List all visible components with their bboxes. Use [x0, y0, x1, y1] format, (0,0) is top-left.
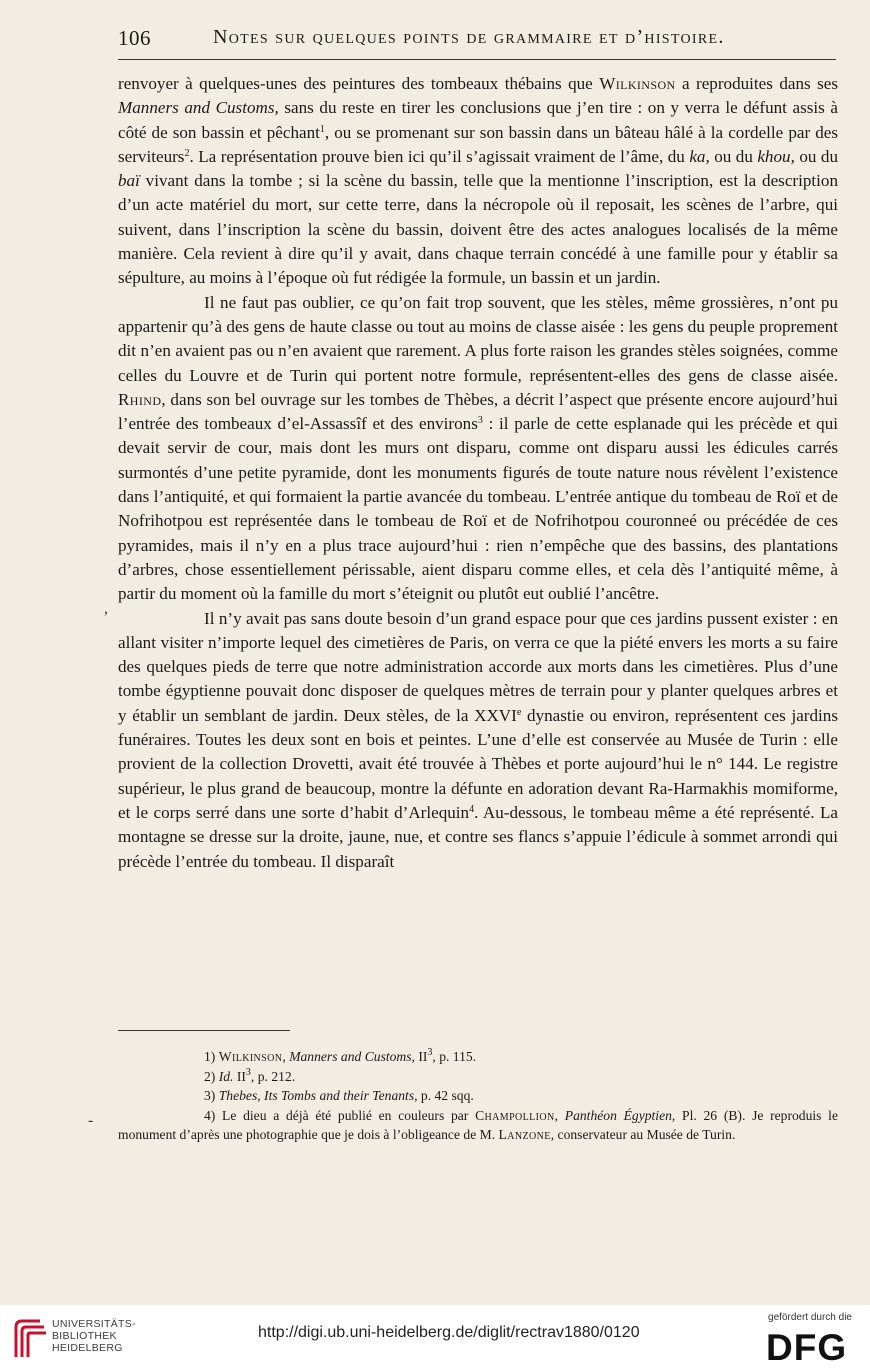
author-name: Rhind — [118, 389, 162, 409]
italic-title: Thebes, Its Tombs and their Tenants, — [218, 1088, 418, 1104]
text-run: Pl. 26 (B). Je reproduis le monument d’après une photographie que je dois à l’obligeance de M. — [118, 1107, 838, 1143]
text-run: sans du reste en tirer les conclusions que j’en tire : on y verra le défunt assis à côté de son bassin et pêchant — [118, 98, 838, 142]
italic-title: Manners and Customs, — [118, 98, 279, 118]
footnote — [118, 1086, 838, 1106]
italic-title: khou, — [757, 146, 795, 166]
text-run: , — [282, 1049, 290, 1064]
italic-title: Id. — [218, 1068, 234, 1084]
footnote — [118, 1106, 838, 1145]
paragraph — [118, 291, 838, 607]
footnote-ref: 4 — [469, 803, 475, 815]
text-run: , p. 115. — [432, 1049, 477, 1064]
text-run: ou du — [709, 146, 758, 166]
text-run: II — [233, 1068, 246, 1084]
university-library-logo-icon[interactable] — [12, 1317, 50, 1359]
footnotes — [118, 1047, 838, 1145]
author-name: Lanzone — [498, 1127, 551, 1143]
paragraph — [118, 607, 838, 874]
text-run: a reproduites dans ses — [675, 74, 838, 93]
author-name: Champollion — [475, 1107, 555, 1123]
text-run: Il ne faut pas oublier, ce qu’on fait trop souvent, que les stèles, même grossières, n’ont pu appartenir qu’à des gens de haute classe ou tout au moins de classe aisée : les gens du peuple proprement dit n’en avaient pas ou n’en avaient que rarement. A plus forte raison les grandes stèles soignées, comme celles du Louvre et de Turin qui portent notre formule, représentent-elles des gens de classe aisée. — [118, 292, 838, 385]
library-line-3: HEIDELBERG — [52, 1342, 123, 1354]
text-run: , dans son bel ouvrage sur les tombes de Thèbes, a décrit l’aspect que présente encore aujourd’hui l’entrée des tombeaux d’el-Assassîf et des environs — [118, 389, 838, 434]
text-run: vivant dans la tombe ; si la scène du bassin, telle que la mentionne l’inscription, est la description d’un acte matériel du mort, sur cette terre, dans la nécropole où il reposait, les scènes de l’arbre, qui suivent, dans l’inscription la scène du bassin, doivent être des actes analogues localisés de la même manière. Cela revient à dire qu’il y avait, dans chaque terrain concédé à une famille pour y établir sa sépulture, au moins à l’époque où fut rédigée la formule, un bassin et un jardin. — [118, 171, 838, 288]
text-run: , ou se promenant sur son bassin dans un bâteau hâlé à la cordelle par des serviteurs — [118, 122, 838, 166]
footnote — [118, 1067, 838, 1087]
italic-title: Manners and Customs, — [289, 1049, 415, 1064]
running-title: Notes sur quelques points de grammaire et d’histoire. — [213, 26, 725, 48]
permalink-url[interactable]: http://digi.ub.uni-heidelberg.de/diglit/rectrav1880/0120 — [258, 1324, 640, 1341]
paragraph — [118, 72, 838, 291]
footnote-ref: 3 — [427, 1047, 433, 1058]
library-line-1: UNIVERSITÄTS- — [52, 1318, 136, 1330]
dfg-logo-text: DFG — [766, 1327, 848, 1363]
author-name: Wilkinson — [218, 1049, 283, 1064]
header-rule — [118, 59, 836, 60]
text-run: renvoyer à quelques-unes des peintures des tombeaux thébains que — [118, 74, 600, 93]
text-run: 4) Le dieu a déjà été publié en couleurs par — [204, 1107, 476, 1123]
library-name — [52, 1318, 136, 1354]
text-run: 3) — [204, 1088, 219, 1104]
text-run: , — [554, 1107, 565, 1123]
margin-dash: - — [88, 1112, 94, 1129]
body-text — [118, 72, 838, 874]
text-run: Il n’y avait pas sans doute besoin d’un grand espace pour que ces jardins pussent exister : en allant visiter n’importe lequel des cimetières de Paris, on verra ce que la piété envers les morts a su faire des quelques pieds de terre que notre administration accorde aux morts dans les cimetières. Plus d’une tombe égyptienne pouvait donc disposer de quelques mètres de terrain pour y planter quelques arbres et y établir un semblant de jardin. Deux stèles, de la XXVI — [118, 608, 838, 725]
dfg-logo-icon[interactable] — [764, 1327, 854, 1363]
text-run: . Au-dessous, le tombeau même a été représenté. La montagne se dresse sur la droite, jaune, nue, et contre ses flancs s’appuie l’édicule à sommet arrondi qui précède l’entrée du tombeau. Il disparaît — [118, 802, 839, 871]
footnote-ref: 2 — [184, 147, 190, 159]
digitization-footer — [0, 1305, 870, 1368]
page-header — [118, 24, 836, 60]
text-run: 2) — [204, 1068, 219, 1084]
text-run: , p. 212. — [250, 1068, 296, 1084]
text-run: , conservateur au Musée de Turin. — [550, 1127, 736, 1143]
margin-mark: , — [104, 600, 108, 617]
text-run: p. 42 sqq. — [417, 1088, 474, 1104]
funded-by-label: gefördert durch die — [768, 1312, 852, 1323]
footnote-separator — [118, 1030, 290, 1031]
footnote-ref: 3 — [245, 1066, 251, 1078]
italic-title: Panthéon Égyptien, — [564, 1107, 676, 1123]
text-run: dynastie ou environ, représentent ces jardins funéraires. Toutes les deux sont en bois et peintes. L’une d’elle est conservée au Musée de Turin : elle provient de la collection Drovetti, avait été trouvée à Thèbes et porte aujourd’hui le n° 144. Le registre supérieur, le plus grand de beaucoup, montre la défunte en adoration devant Ra-Harmakhis momiforme, et le corps serré dans une sorte d’habit d’Arlequin — [118, 705, 838, 822]
text-run: II — [414, 1049, 428, 1064]
library-line-2: BIBLIOTHEK — [52, 1330, 117, 1342]
text-run: 1) — [204, 1049, 219, 1064]
italic-title: ka, — [689, 146, 710, 166]
footnote — [118, 1047, 838, 1067]
text-run: . La représentation prouve bien ici qu’il s’agissait vraiment de l’âme, du — [189, 146, 690, 166]
author-name: Wilkinson — [599, 74, 676, 93]
page-number: 106 — [118, 26, 151, 50]
italic-title: baï — [118, 171, 140, 191]
footnote-ref: e — [516, 706, 522, 718]
text-run: : il parle de cette esplanade qui les précède et qui devait servir de cour, mais dont les murs ont disparu, comme ont disparu aussi les édicules carrés surmontés d’une petite pyramide, dont les monuments figurés de toute nature nous révèlent l’existence dans l’antiquité, et qui formaient la partie avancée du tombeau. L’entrée antique du tombeau de Roï et de Nofrihotpou est représentée dans le tombeau de Roï et de Nofrihotpou couronneé ou précédée de ces pyramides, mais il n’y en a plus trace aujourd’hui : rien n’empêche que des bassins, des plantations d’arbres, chose essentiellement périssable, aient disparu comme elles, et cela dès l’antiquité même, à partir du moment où la famille du mort s’éteignit ou plutôt eut oublié l’ancêtre. — [118, 414, 838, 604]
footnote-ref: 1 — [319, 123, 325, 135]
footnote-ref: 3 — [477, 415, 483, 427]
text-run: ou du — [794, 146, 838, 166]
